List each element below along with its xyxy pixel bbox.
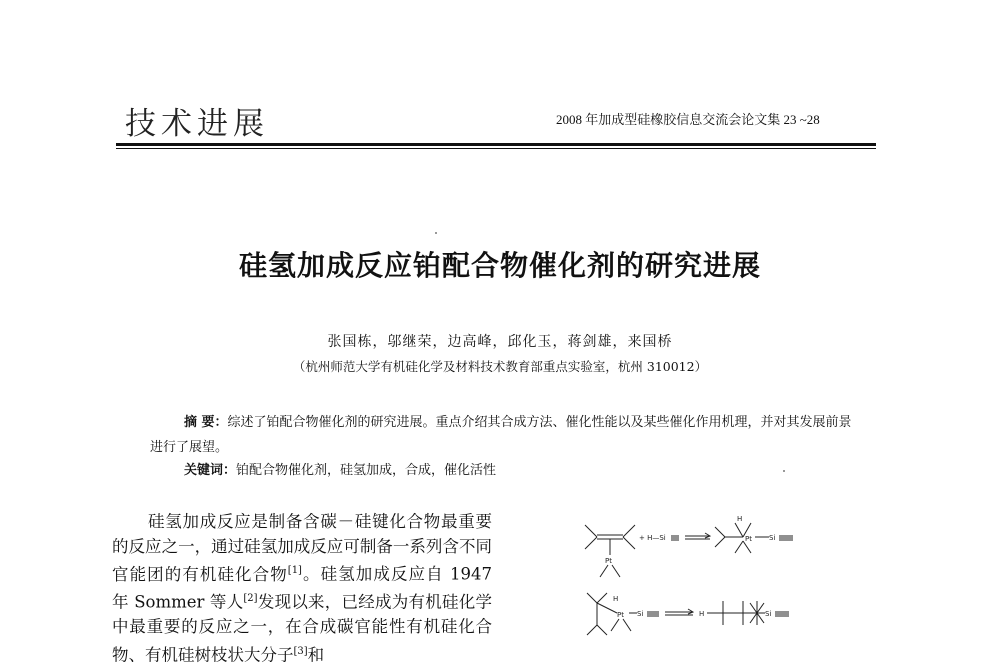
keywords-text: 铂配合物催化剂，硅氢加成，合成，催化活性 xyxy=(236,463,497,478)
citation: [3] xyxy=(293,645,308,657)
body-text: 发现以来，已经成为有机硅化学中最重要的反应之一，在合成碳官能性有机硅化合物、有机硅树枝状大分子 xyxy=(112,592,493,664)
body-text: 。硅氢加成反应自 1947 年 Sommer 等人 xyxy=(112,564,492,612)
scheme-pt-label: Pt xyxy=(745,535,752,543)
scheme-h-label: H xyxy=(613,595,619,603)
scheme-h-label: H xyxy=(737,515,743,523)
body-text: 和 xyxy=(307,645,325,664)
scan-speck xyxy=(435,232,437,234)
affiliation: （杭州师范大学有机硅化学及材料技术教育部重点实验室，杭州 310012） xyxy=(292,359,708,374)
abstract xyxy=(150,410,860,460)
body-paragraph xyxy=(112,510,492,668)
reaction-scheme xyxy=(575,505,805,655)
section-title: 技术进展 xyxy=(125,106,269,142)
header-rule-thin xyxy=(116,148,876,149)
citation: [2] xyxy=(243,593,258,604)
header-rule-thick xyxy=(116,143,876,146)
keywords-label: 关键词： xyxy=(184,463,237,478)
abstract-label: 摘 要： xyxy=(184,415,228,430)
citation: [1] xyxy=(287,565,302,576)
keywords xyxy=(184,459,496,478)
scheme-pt-label: Pt xyxy=(605,557,612,565)
scheme-pt-label: Pt xyxy=(617,611,624,619)
journal-source: 2008 年加成型硅橡胶信息交流会论文集 23 ~28 xyxy=(556,112,820,127)
scheme-reagent-label: + H—Si xyxy=(639,534,666,542)
scheme-si-label: Si xyxy=(765,610,772,618)
scheme-h-label: H xyxy=(699,610,705,618)
article-title: 硅氢加成反应铂配合物催化剂的研究进展 xyxy=(238,249,761,282)
scheme-si-label: Si xyxy=(769,534,776,542)
body-text: 硅氢加成反应是制备含碳－硅键化合物最重要的反应之一，通过硅氢加成反应可制备一系列含不同官能团的有机硅化合物 xyxy=(112,512,492,584)
scan-speck xyxy=(783,470,785,472)
authors: 张国栋，邬继荣，边高峰，邱化玉，蒋剑雄，来国桥 xyxy=(327,334,673,350)
scheme-si-label: Si xyxy=(637,610,644,618)
abstract-text: 综述了铂配合物催化剂的研究进展。重点介绍其合成方法、催化性能以及某些催化作用机理，并对其发展前景进行了展望。 xyxy=(150,415,852,455)
